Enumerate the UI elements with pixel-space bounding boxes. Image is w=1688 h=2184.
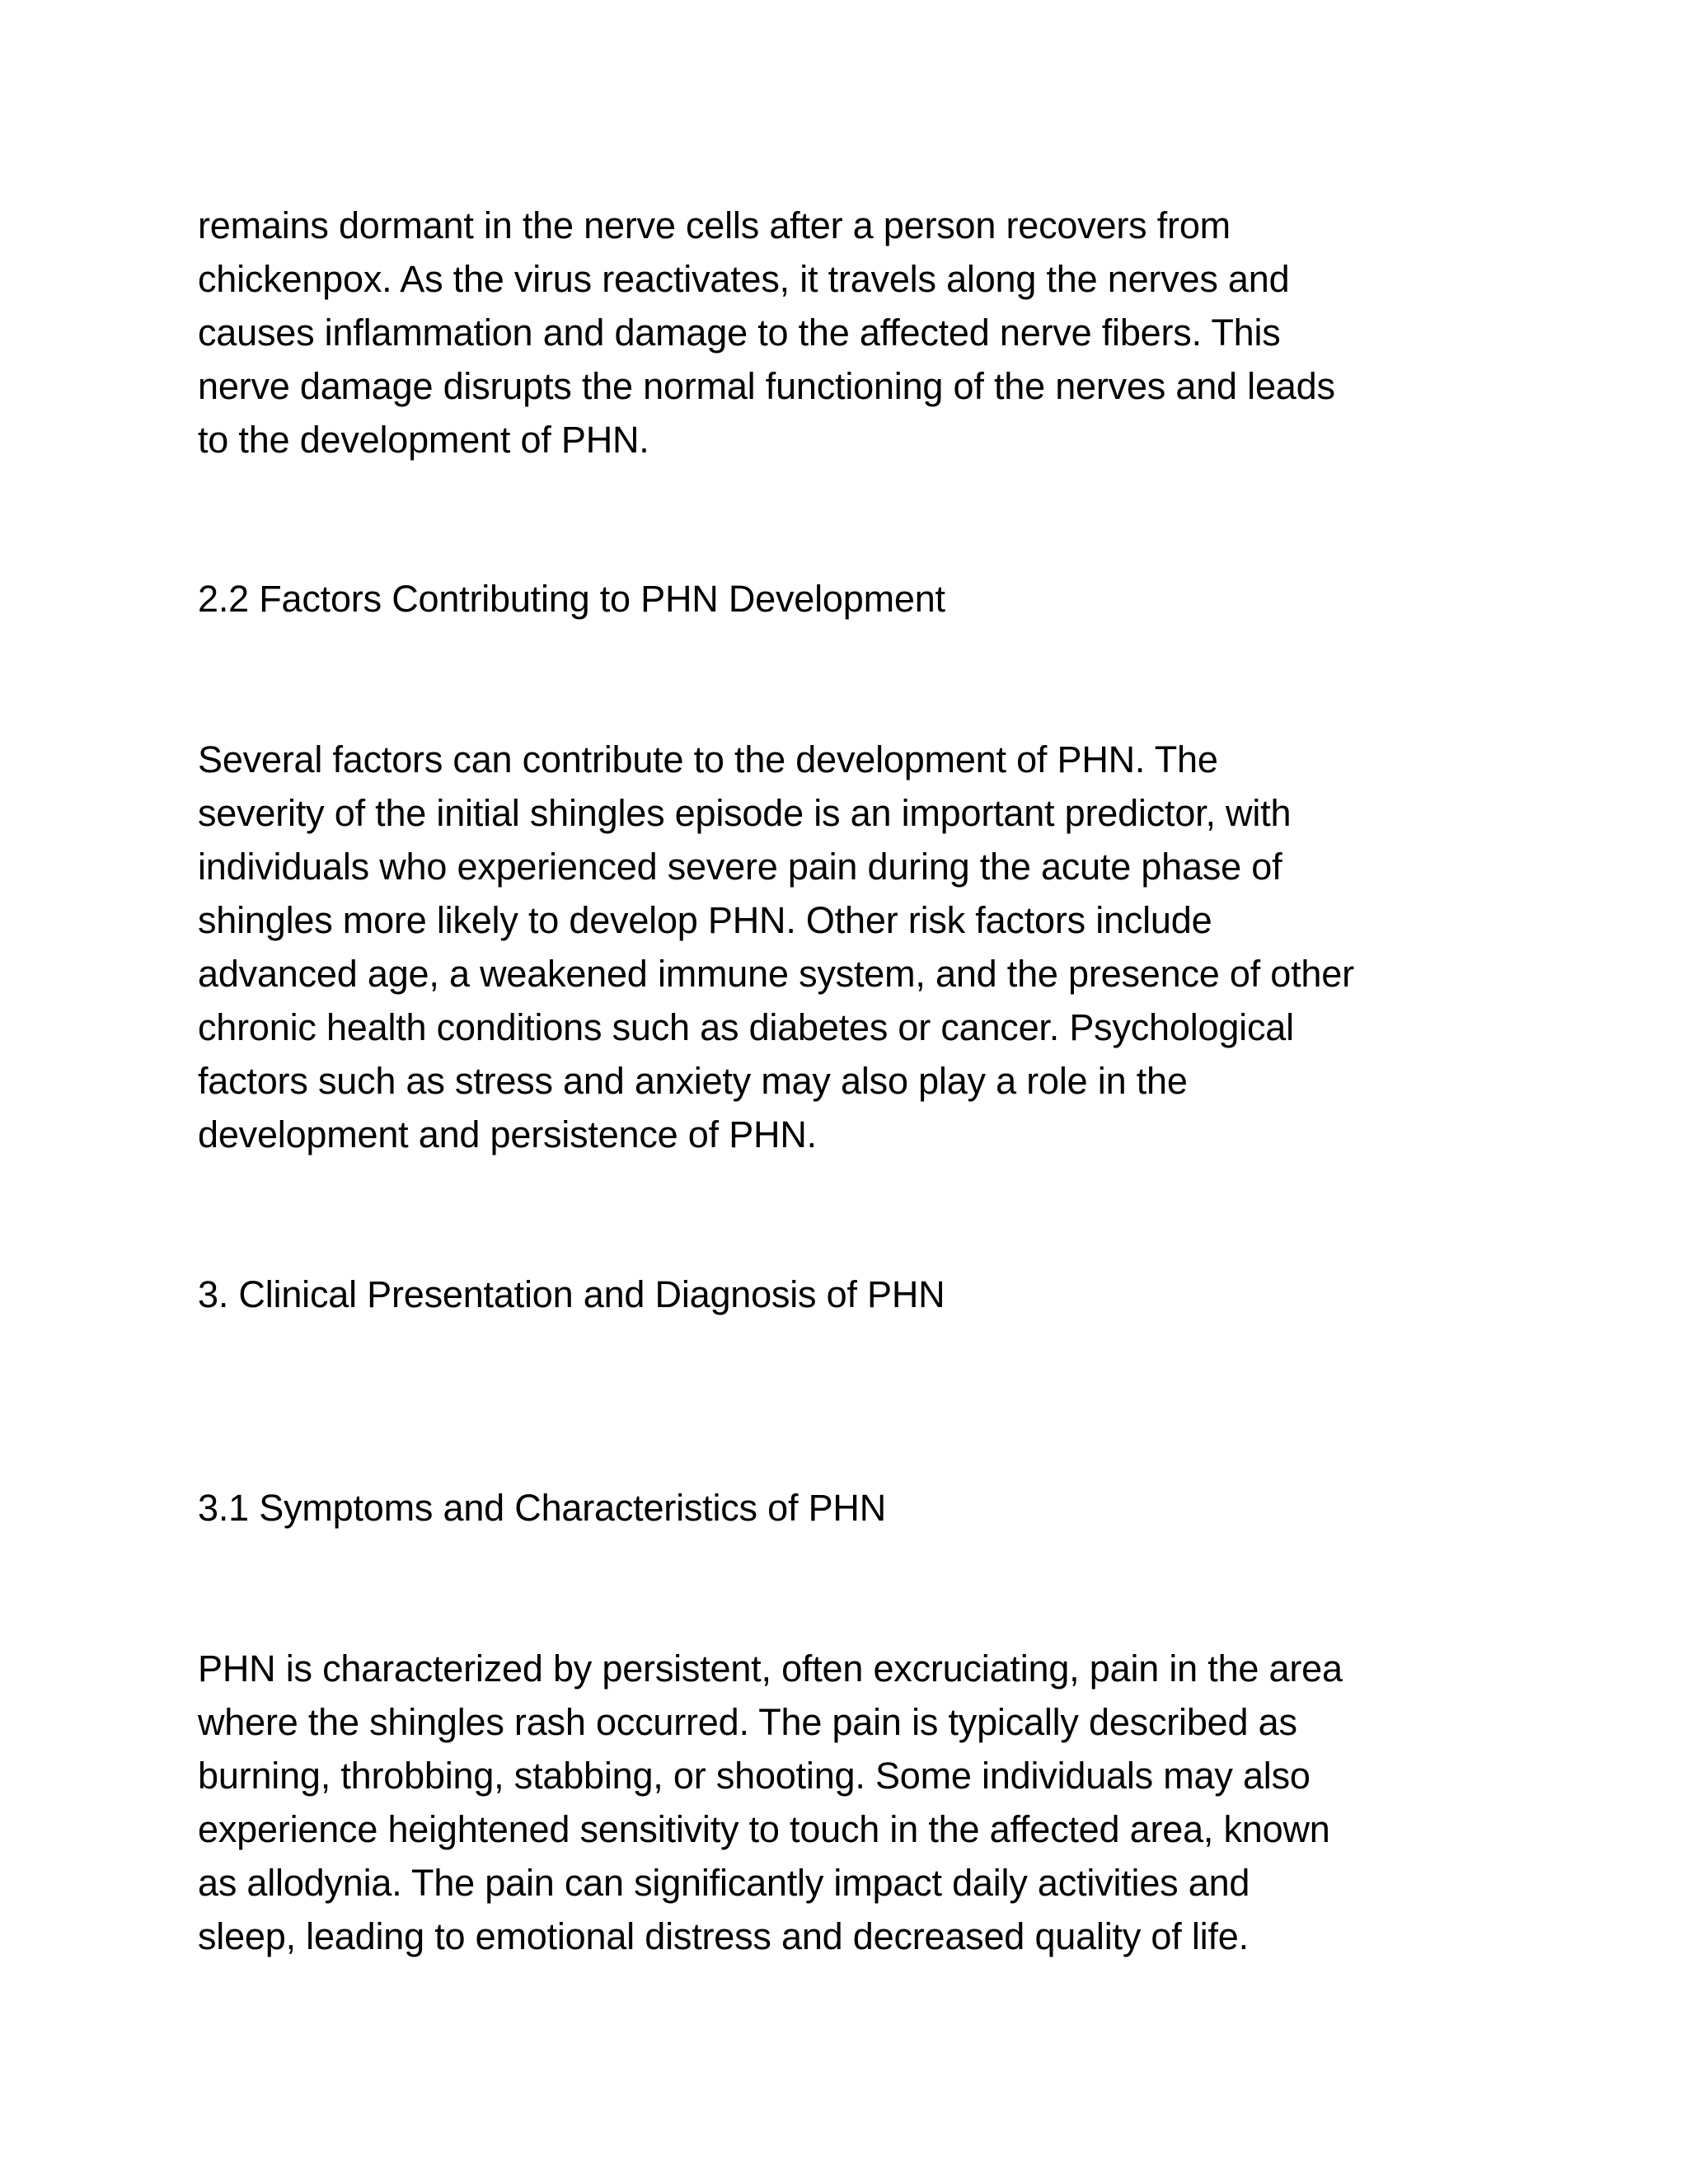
section-3-1-heading: 3.1 Symptoms and Characteristics of PHN: [198, 1487, 887, 1529]
intro-paragraph: remains dormant in the nerve cells after a person recovers from chickenpox. As the virus reactivates, it travels along the nerves and causes inflammation and damage to the affected nerve fibers. This nerve damage disrupts the normal functioning of the nerves and leads to the development of PHN.: [198, 204, 1335, 461]
section-2-2-paragraph: Several factors can contribute to the development of PHN. The severity of the initial shingles episode is an important predictor, with individuals who experienced severe pain during the acute phase of shingles more likely to develop PHN. Other risk factors include advanced age, a weakened immune system, and the presence of other chronic health conditions such as diabetes or cancer. Psychological factors such as stress and anxiety may also play a role in the development and persistence of PHN.: [198, 738, 1354, 1155]
section-2-2-heading: 2.2 Factors Contributing to PHN Development: [198, 578, 945, 620]
section-3-1-paragraph: PHN is characterized by persistent, often excruciating, pain in the area where the shingles rash occurred. The pain is typically described as burning, throbbing, stabbing, or shooting. Some individuals may also experience heightened sensitivity to touch in the affected area, known as allodynia. The pain can significantly impact daily activities and sleep, leading to emotional distress and decreased quality of life.: [198, 1647, 1343, 1957]
section-3-heading: 3. Clinical Presentation and Diagnosis of PHN: [198, 1273, 945, 1315]
